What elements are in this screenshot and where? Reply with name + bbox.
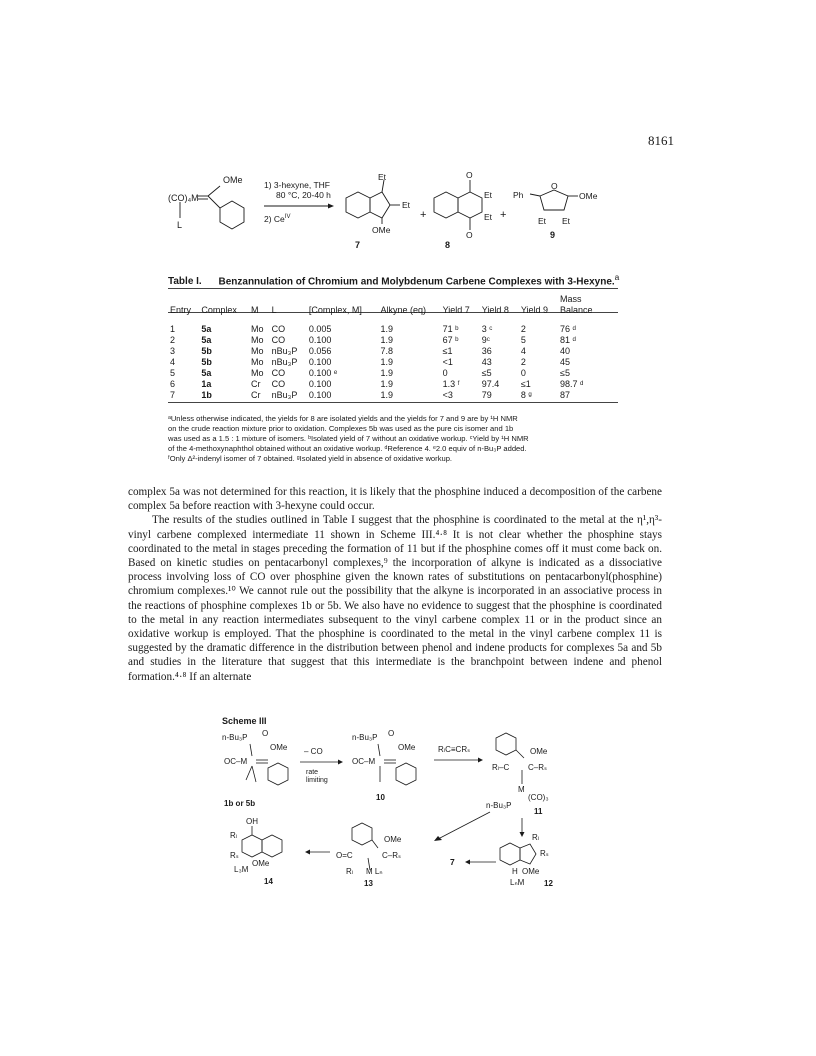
table-cell: nBu₃P (271, 346, 298, 356)
oxygen-label: O (262, 729, 269, 738)
compound-10-label: 10 (376, 793, 385, 802)
compound-1b-label: 1b or 5b (224, 799, 256, 808)
footnote-line: on the crude reaction mixture prior to oxidation. Complexes 5b was used as the pure cis isomer and 1b (168, 424, 514, 433)
column-header: Yield 9 (520, 305, 549, 315)
page-number: 8161 (648, 133, 674, 148)
arrow-head (338, 760, 343, 765)
table-cell: 97.4 (481, 379, 500, 389)
table-cell: 81 ᵈ (560, 335, 576, 345)
table-cell: 1.9 (380, 390, 393, 400)
table-cell: 0 (442, 368, 448, 378)
compound-11-label: 11 (534, 807, 543, 816)
ome-label: OMe (384, 835, 402, 844)
table-cell: 5a (201, 335, 212, 345)
pbu-label: n-Bu₃P (486, 801, 512, 810)
complex-13-bonds (352, 823, 378, 870)
table-cell: 5 (170, 368, 176, 378)
ome-label: OMe (579, 191, 598, 201)
arrow-label: RₗC≡CRₛ (438, 745, 471, 754)
arrow-head (465, 860, 470, 865)
rl-label: Rₗ (532, 833, 540, 842)
compound-7-label: 7 (450, 857, 455, 867)
results-table (168, 294, 618, 401)
complex-14-bonds (242, 826, 282, 857)
compound-12-label: 12 (544, 879, 553, 888)
table-row (168, 335, 618, 346)
rs-label: Rₛ (540, 849, 549, 858)
footnote-line: of the 4-methoxynaphthol obtained without an oxidative workup. ᵈReference 4. ᵉ2.0 equiv of n-Bu₃P added. (168, 444, 527, 453)
et-label: Et (538, 216, 547, 226)
table-cell: 45 (560, 357, 571, 367)
table-cell: CO (271, 379, 286, 389)
column-header: [Complex, M] (308, 305, 362, 315)
arrow-head (328, 204, 334, 209)
co3-label: (CO)₃ (528, 793, 549, 802)
oxygen-label: O (551, 181, 558, 191)
compound-13-label: 13 (364, 879, 373, 888)
table-cell: 1.3 ᶠ (442, 379, 460, 389)
oh-label: OH (246, 817, 258, 826)
table-cell: 0 (520, 368, 526, 378)
table-row (168, 390, 618, 401)
table-cell: 3 (170, 346, 176, 356)
table-cell: Cr (250, 379, 261, 389)
table-cell: Mo (250, 357, 264, 367)
table-cell: 1b (201, 390, 212, 400)
table-cell: nBu₃P (271, 390, 298, 400)
footnote-line: was used as a 1.5 : 1 mixture of isomers. ᵇIsolated yield of 7 without an oxidative workup. ᶜYield by ¹H NMR (168, 434, 529, 443)
column-header: L (271, 305, 277, 315)
complex-11-bonds (496, 733, 524, 784)
table-cell: Mo (250, 335, 264, 345)
ml-label: M Lₙ (366, 867, 383, 876)
plus-sign: + (420, 209, 427, 221)
ome-label: OMe (530, 747, 548, 756)
table-cell: 4 (520, 346, 526, 356)
ome-label: OMe (252, 859, 270, 868)
table-bottom-rule (168, 402, 618, 403)
table-row (168, 357, 618, 368)
ome-label: OMe (270, 743, 288, 752)
arrow-head (520, 832, 525, 837)
table-cell: 1a (201, 379, 212, 389)
table-row (168, 324, 618, 335)
table-cell: 79 (481, 390, 492, 400)
table-row (168, 346, 618, 357)
compound-8-label: 8 (445, 240, 451, 250)
compound-7-label: 7 (355, 240, 361, 250)
table-cell: <1 (442, 357, 453, 367)
footnote-line: ᶠOnly Δ²-indenyl isomer of 7 obtained. ᵍIsolated yield in absence of oxidative workup. (168, 454, 453, 463)
compound-14-label: 14 (264, 877, 273, 886)
table-cell: 1.9 (380, 379, 393, 389)
product-9-structure (530, 190, 578, 210)
oc-label: O=C (336, 851, 353, 860)
table-cell: nBu₃P (271, 357, 298, 367)
table-cell: 0.100 (308, 335, 332, 345)
table-cell: 5b (201, 357, 212, 367)
table-cell: 5b (201, 346, 212, 356)
rs-label: C–Rₛ (382, 851, 401, 860)
table-cell: 0.100 (308, 390, 332, 400)
table-cell: 9ᶜ (481, 335, 490, 345)
rs-label: C–Rₛ (528, 763, 547, 772)
table-cell: 5a (201, 324, 212, 334)
column-header: Yield 7 (442, 305, 470, 315)
rl-label: Rₗ (346, 867, 354, 876)
condition-step1: 1) 3-hexyne, THF (264, 180, 330, 190)
table-cell: 5 (520, 335, 526, 345)
table-cell: Mo (250, 324, 264, 334)
l3m-label: L₃M (234, 865, 249, 874)
arrow-head (478, 758, 483, 763)
ligand-label: L (177, 220, 183, 230)
table-cell: 8 ᵍ (520, 390, 532, 400)
paragraph: The results of the studies outlined in Table I suggest that the phosphine is coordinated to the metal at the η¹,η³-vinyl carbene complexed intermediate 11 shown in Scheme III.⁴·⁸ It is not clear whether the phosphine stays coordinated to the metal in stages preceding the formation of 11 but if the phosphine comes off it must come back on. Based on kinetic studies on pentacarbonyl complexes,⁹ the incorporation of alkyne is indicated as a dissociative process involving loss of CO over phosphine given the known rates of substitutions on pentacarbonyl(phosphine) chromium complexes.¹⁰ We cannot rule out the possibility that the alkyne is incorporated in an associative process in the reactions of phosphine complexes 1b or 5b. We also have no evidence to suggest that the phosphine is coordinated to the metal in any reaction intermediates subsequent to the vinyl carbene complex 11 or in the product since an oxidative workup is employed. That the phosphine is coordinated to the metal in the vinyl carbene complex 11 is suggested by the dramatic difference in the distribution between phenol and indene products for complexes 5a and 5b and studies in the literature that suggest that this intermediate is the branchpoint between indene and phenol formation.⁴·⁸ If an alternate (128, 514, 662, 683)
rl-label: Rₗ–C (492, 763, 510, 772)
arrow-label: rate (306, 769, 319, 776)
column-header: Complex (201, 305, 237, 315)
et-label: Et (378, 172, 387, 182)
et-label: Et (562, 216, 571, 226)
table-row (168, 379, 618, 390)
table-cell: ≤5 (560, 368, 570, 378)
compound-9-label: 9 (550, 230, 556, 240)
lm-label: LₙM (510, 878, 525, 887)
table-cell: 1.9 (380, 335, 393, 345)
column-header: Yield 8 (481, 305, 509, 315)
footnote-line: ᵃUnless otherwise indicated, the yields for 8 are isolated yields and the yields for 7 and 9 are by ¹H NMR (168, 414, 518, 423)
condition-temp: 80 °C, 20-40 h (276, 190, 331, 200)
table-header-row (168, 294, 618, 316)
h-label: H (512, 867, 518, 876)
pbu-label: n-Bu₃P (352, 733, 378, 742)
column-header: Mass Balance (560, 294, 593, 315)
scheme-iii-diagram (200, 728, 620, 888)
product-7-structure (346, 180, 400, 224)
table-cell: ≤1 (442, 346, 453, 356)
table-cell: ≤5 (481, 368, 492, 378)
table-cell: 2 (520, 357, 526, 367)
ph-label: Ph (513, 190, 524, 200)
product-8-structure (434, 180, 482, 230)
arrow-head (305, 850, 310, 855)
table-cell: 87 (560, 390, 571, 400)
column-header: Alkyne (eq) (380, 305, 426, 315)
table-cell: 36 (481, 346, 492, 356)
table-label: Table I. (168, 276, 202, 288)
table-row (168, 368, 618, 379)
table-footnotes (168, 414, 618, 464)
table-cell: 0.100 (308, 357, 332, 367)
table-cell: 2 (520, 324, 526, 334)
oxygen-label: O (388, 729, 395, 738)
plus-sign: + (500, 209, 507, 221)
benzannulation-scheme (160, 168, 660, 268)
metal-label: M (518, 785, 525, 794)
et-label: Et (484, 190, 493, 200)
ome-label: OMe (223, 175, 243, 185)
table-cell: 6 (170, 379, 176, 389)
et-label: Et (484, 212, 493, 222)
et-label: Et (402, 200, 411, 210)
table-cell: 5a (201, 368, 212, 378)
table-cell: Mo (250, 346, 264, 356)
table-cell: 7 (170, 390, 176, 400)
arrow-head (434, 836, 442, 841)
condition-step2: 2) $Ce^{IV}$ (264, 214, 291, 224)
column-header: M (250, 305, 259, 315)
table-cell: 67 ᵇ (442, 335, 459, 345)
table-cell: ≤1 (520, 379, 531, 389)
table-cell: CO (271, 335, 286, 345)
table-cell: Cr (250, 390, 261, 400)
oxygen-label: O (466, 170, 473, 180)
rs-label: Rₛ (230, 851, 239, 860)
table-caption (168, 272, 619, 287)
table-cell: <3 (442, 390, 453, 400)
table-cell: 0.056 (308, 346, 332, 356)
arrow-label: – CO (304, 747, 323, 756)
table-cell: 1 (170, 324, 176, 334)
table-top-rule (168, 288, 618, 289)
table-cell: 40 (560, 346, 571, 356)
table-cell: 98.7 ᵈ (560, 379, 584, 389)
table-cell: 3 ᶜ (481, 324, 493, 334)
oc-m-label: OC–M (224, 757, 248, 766)
table-cell: 7.8 (380, 346, 393, 356)
table-cell: 0.005 (308, 324, 332, 334)
table-cell: CO (271, 368, 286, 378)
complex-12-bonds (500, 843, 536, 865)
ome-label: OMe (522, 867, 540, 876)
body-text (128, 485, 662, 684)
paragraph: complex 5a was not determined for this reaction, it is likely that the phosphine induced a decomposition of the carbene complex 5a before reaction with 3-hexyne could occur. (128, 486, 662, 513)
table-cell: 0.100 (308, 379, 332, 389)
table-cell: 1.9 (380, 368, 393, 378)
table-cell: CO (271, 324, 286, 334)
column-header: Entry (170, 305, 192, 315)
arrow-label: limiting (306, 777, 328, 784)
table-cell: 2 (170, 335, 176, 345)
table-cell: 76 ᵈ (560, 324, 576, 334)
rl-label: Rₗ (230, 831, 238, 840)
table-cell: Mo (250, 368, 264, 378)
table-cell: 4 (170, 357, 176, 367)
table-title-sup: a (614, 272, 620, 282)
oc-m-label: OC–M (352, 757, 376, 766)
ome-label: OMe (372, 225, 391, 235)
table-cell: 0.100 ᵉ (308, 368, 338, 378)
oxygen-label: O (466, 230, 473, 240)
table-title: Benzannulation of Chromium and Molybdenum Carbene Complexes with 3-Hexyne. (218, 276, 615, 288)
table-cell: 71 ᵇ (442, 324, 459, 334)
scheme-iii-label: Scheme III (222, 716, 267, 726)
metal-label: (CO)₄M (168, 193, 199, 203)
ome-label: OMe (398, 743, 416, 752)
table-cell: 1.9 (380, 357, 393, 367)
reaction-arrow (440, 812, 490, 838)
table-cell: 43 (481, 357, 492, 367)
table-cell: 1.9 (380, 324, 393, 334)
pbu-label: n-Bu₃P (222, 733, 248, 742)
